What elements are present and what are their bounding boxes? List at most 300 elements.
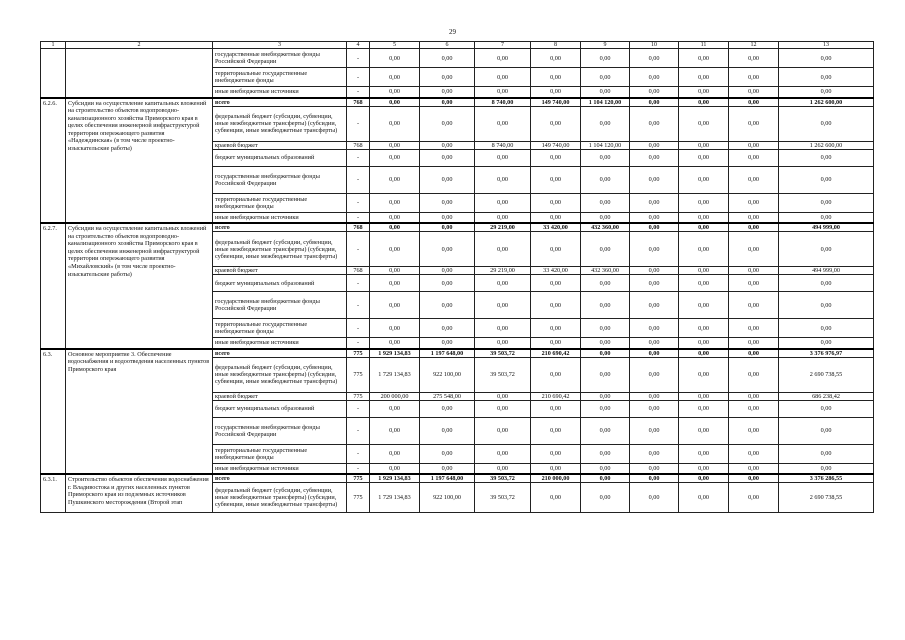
table-row (41, 474, 874, 483)
amount-cell: 0,00 (370, 98, 420, 107)
amount-cell: 0,00 (370, 417, 420, 444)
amount-cell: 0,00 (630, 141, 679, 149)
grbs-code: 768 (347, 98, 370, 107)
amount-cell: 0,00 (420, 193, 475, 212)
amount-cell: 922 100,00 (420, 483, 475, 513)
grbs-code: - (347, 87, 370, 98)
amount-cell: 0,00 (531, 193, 581, 212)
column-number: 3 (213, 42, 347, 49)
grbs-code: - (347, 49, 370, 68)
amount-cell: 0,00 (581, 166, 630, 193)
page-number: 29 (449, 28, 456, 36)
amount-cell: 149 740,00 (531, 98, 581, 107)
amount-cell: 0,00 (370, 267, 420, 275)
amount-cell: 0,00 (581, 400, 630, 417)
amount-cell: 39 503,72 (475, 483, 531, 513)
grbs-code: - (347, 417, 370, 444)
amount-cell: 0,00 (630, 338, 679, 349)
funding-source: государственные внебюджетные фонды Российской Федерации (213, 292, 347, 319)
amount-cell: 1 197 648,00 (420, 349, 475, 358)
amount-cell: 0,00 (779, 400, 874, 417)
amount-cell: 0,00 (370, 463, 420, 474)
amount-cell: 0,00 (420, 223, 475, 232)
measure-name: Субсидии на осуществление капитальных вложений на строительство объектов водопроводно-канализационного хозяйства Приморского края в целях обеспечения инженерной инфраструктурой территории опережающего развития «Надеждинская» (в том числе проектно-изыскательские работы) (66, 98, 213, 224)
column-number: 4 (347, 42, 370, 49)
amount-cell: 0,00 (779, 463, 874, 474)
amount-cell: 0,00 (729, 400, 779, 417)
measure-name (66, 49, 213, 98)
amount-cell: 0,00 (581, 275, 630, 292)
amount-cell: 0,00 (679, 98, 729, 107)
amount-cell: 0,00 (420, 98, 475, 107)
amount-cell: 0,00 (475, 417, 531, 444)
amount-cell: 0,00 (679, 193, 729, 212)
column-number: 13 (779, 42, 874, 49)
amount-cell: 0,00 (370, 319, 420, 338)
amount-cell: 0,00 (420, 166, 475, 193)
amount-cell: 0,00 (729, 267, 779, 275)
amount-cell: 0,00 (679, 417, 729, 444)
funding-source: федеральный бюджет (субсидии, субвенции, иные межбюджетные трансферты) (субсидии, субвенции, иные межбюджетные трансферты) (213, 357, 347, 392)
funding-source: бюджет муниципальных образований (213, 275, 347, 292)
amount-cell: 0,00 (729, 141, 779, 149)
amount-cell: 0,00 (729, 166, 779, 193)
funding-source: краевой бюджет (213, 267, 347, 275)
amount-cell: 0,00 (729, 357, 779, 392)
amount-cell: 0,00 (581, 349, 630, 358)
amount-cell: 0,00 (679, 166, 729, 193)
amount-cell: 210 690,42 (531, 349, 581, 358)
amount-cell: 0,00 (779, 166, 874, 193)
amount-cell: 0,00 (679, 141, 729, 149)
column-number: 7 (475, 42, 531, 49)
amount-cell: 0,00 (420, 267, 475, 275)
amount-cell: 0,00 (531, 338, 581, 349)
amount-cell: 0,00 (779, 149, 874, 166)
amount-cell: 0,00 (679, 319, 729, 338)
amount-cell: 0,00 (420, 400, 475, 417)
amount-cell: 0,00 (630, 275, 679, 292)
header-row (41, 42, 874, 49)
amount-cell: 0,00 (531, 232, 581, 267)
amount-cell: 0,00 (420, 149, 475, 166)
amount-cell: 0,00 (420, 292, 475, 319)
column-number: 11 (679, 42, 729, 49)
amount-cell: 0,00 (531, 49, 581, 68)
amount-cell: 0,00 (679, 232, 729, 267)
funding-source: территориальные государственные внебюджетные фонды (213, 319, 347, 338)
amount-cell: 275 548,00 (420, 392, 475, 400)
column-number: 2 (66, 42, 213, 49)
amount-cell: 0,00 (729, 68, 779, 87)
amount-cell: 0,00 (679, 349, 729, 358)
amount-cell: 0,00 (630, 106, 679, 141)
amount-cell: 0,00 (630, 417, 679, 444)
amount-cell: 0,00 (475, 319, 531, 338)
amount-cell: 0,00 (679, 106, 729, 141)
amount-cell: 0,00 (630, 319, 679, 338)
amount-cell: 0,00 (531, 463, 581, 474)
amount-cell: 0,00 (679, 444, 729, 463)
funding-source: всего (213, 474, 347, 483)
amount-cell: 0,00 (729, 212, 779, 223)
amount-cell: 1 729 134,83 (370, 357, 420, 392)
amount-cell: 0,00 (630, 349, 679, 358)
amount-cell: 0,00 (531, 444, 581, 463)
amount-cell: 0,00 (729, 392, 779, 400)
amount-cell: 0,00 (420, 444, 475, 463)
amount-cell: 0,00 (581, 474, 630, 483)
amount-cell: 0,00 (630, 232, 679, 267)
funding-source: краевой бюджет (213, 141, 347, 149)
amount-cell: 0,00 (581, 232, 630, 267)
amount-cell: 686 238,42 (779, 392, 874, 400)
column-number: 6 (420, 42, 475, 49)
funding-source: территориальные государственные внебюджетные фонды (213, 68, 347, 87)
grbs-code: - (347, 106, 370, 141)
amount-cell: 0,00 (370, 49, 420, 68)
amount-cell: 0,00 (420, 49, 475, 68)
amount-cell: 922 100,00 (420, 357, 475, 392)
column-number: 1 (41, 42, 66, 49)
table-row (41, 98, 874, 107)
measure-code: 6.3.1. (41, 474, 66, 513)
amount-cell: 0,00 (779, 232, 874, 267)
amount-cell: 0,00 (475, 68, 531, 87)
amount-cell: 0,00 (679, 474, 729, 483)
amount-cell: 0,00 (729, 463, 779, 474)
amount-cell: 0,00 (531, 149, 581, 166)
amount-cell: 0,00 (531, 319, 581, 338)
amount-cell: 0,00 (531, 87, 581, 98)
amount-cell: 0,00 (779, 338, 874, 349)
funding-source: всего (213, 98, 347, 107)
amount-cell: 0,00 (531, 106, 581, 141)
amount-cell: 0,00 (729, 193, 779, 212)
amount-cell: 39 503,72 (475, 474, 531, 483)
amount-cell: 0,00 (420, 141, 475, 149)
amount-cell: 0,00 (679, 357, 729, 392)
amount-cell: 0,00 (475, 444, 531, 463)
grbs-code: 768 (347, 267, 370, 275)
amount-cell: 0,00 (729, 223, 779, 232)
amount-cell: 0,00 (581, 463, 630, 474)
amount-cell: 0,00 (531, 166, 581, 193)
amount-cell: 0,00 (420, 463, 475, 474)
amount-cell: 0,00 (779, 275, 874, 292)
amount-cell: 29 219,00 (475, 223, 531, 232)
amount-cell: 0,00 (370, 275, 420, 292)
grbs-code: - (347, 292, 370, 319)
amount-cell: 0,00 (420, 68, 475, 87)
amount-cell: 0,00 (531, 417, 581, 444)
grbs-code: 768 (347, 141, 370, 149)
amount-cell: 1 104 120,00 (581, 98, 630, 107)
amount-cell: 0,00 (729, 417, 779, 444)
measure-code (41, 49, 66, 98)
funding-source: всего (213, 349, 347, 358)
funding-source: бюджет муниципальных образований (213, 149, 347, 166)
amount-cell: 0,00 (779, 68, 874, 87)
amount-cell: 0,00 (630, 223, 679, 232)
amount-cell: 0,00 (420, 319, 475, 338)
amount-cell: 1 262 600,00 (779, 98, 874, 107)
measure-code: 6.3. (41, 349, 66, 475)
amount-cell: 1 104 120,00 (581, 141, 630, 149)
amount-cell: 0,00 (420, 275, 475, 292)
amount-cell: 0,00 (729, 338, 779, 349)
amount-cell: 0,00 (475, 166, 531, 193)
amount-cell: 0,00 (630, 193, 679, 212)
amount-cell: 0,00 (729, 275, 779, 292)
amount-cell: 0,00 (630, 149, 679, 166)
amount-cell: 0,00 (581, 49, 630, 68)
amount-cell: 0,00 (630, 212, 679, 223)
grbs-code: 775 (347, 349, 370, 358)
amount-cell: 1 262 600,00 (779, 141, 874, 149)
funding-source: государственные внебюджетные фонды Российской Федерации (213, 49, 347, 68)
amount-cell: 0,00 (531, 212, 581, 223)
amount-cell: 0,00 (630, 49, 679, 68)
amount-cell: 0,00 (779, 444, 874, 463)
amount-cell: 0,00 (370, 106, 420, 141)
funding-source: краевой бюджет (213, 392, 347, 400)
amount-cell: 0,00 (630, 292, 679, 319)
amount-cell: 0,00 (531, 275, 581, 292)
amount-cell: 0,00 (729, 232, 779, 267)
amount-cell: 0,00 (370, 223, 420, 232)
amount-cell: 3 376 976,97 (779, 349, 874, 358)
amount-cell: 0,00 (729, 319, 779, 338)
grbs-code: 775 (347, 483, 370, 513)
amount-cell: 149 740,00 (531, 141, 581, 149)
measure-code: 6.2.7. (41, 223, 66, 349)
amount-cell: 8 740,00 (475, 98, 531, 107)
amount-cell: 0,00 (531, 68, 581, 87)
amount-cell: 0,00 (370, 444, 420, 463)
funding-source: иные внебюджетные источники (213, 87, 347, 98)
amount-cell: 39 503,72 (475, 357, 531, 392)
amount-cell: 2 690 738,55 (779, 483, 874, 513)
amount-cell: 39 503,72 (475, 349, 531, 358)
measure-name: Основное мероприятие 3. Обеспечение водоснабжения и водоотведения населенных пунктов Приморского края (66, 349, 213, 475)
amount-cell: 0,00 (370, 193, 420, 212)
column-number: 5 (370, 42, 420, 49)
grbs-code: 775 (347, 392, 370, 400)
measure-name: Строительство объектов обеспечения водоснабжения г. Владивостока и других населенных пунктов Приморского края из подземных источников Пушкинского месторождения (Второй этап (66, 474, 213, 513)
amount-cell: 0,00 (475, 106, 531, 141)
amount-cell: 0,00 (630, 98, 679, 107)
amount-cell: 0,00 (679, 223, 729, 232)
amount-cell: 29 219,00 (475, 267, 531, 275)
budget-table (40, 41, 874, 513)
funding-source: территориальные государственные внебюджетные фонды (213, 444, 347, 463)
amount-cell: 0,00 (729, 87, 779, 98)
amount-cell: 1 197 648,00 (420, 474, 475, 483)
amount-cell: 0,00 (729, 444, 779, 463)
amount-cell: 200 000,00 (370, 392, 420, 400)
grbs-code: - (347, 444, 370, 463)
amount-cell: 0,00 (581, 149, 630, 166)
amount-cell: 0,00 (581, 68, 630, 87)
grbs-code: - (347, 275, 370, 292)
amount-cell: 0,00 (475, 232, 531, 267)
grbs-code: - (347, 68, 370, 87)
amount-cell: 0,00 (581, 106, 630, 141)
table-row (41, 49, 874, 68)
amount-cell: 0,00 (630, 166, 679, 193)
amount-cell: 0,00 (679, 68, 729, 87)
measure-code: 6.2.6. (41, 98, 66, 224)
amount-cell: 0,00 (581, 483, 630, 513)
grbs-code: - (347, 463, 370, 474)
amount-cell: 0,00 (475, 463, 531, 474)
amount-cell: 0,00 (475, 292, 531, 319)
amount-cell: 0,00 (679, 338, 729, 349)
amount-cell: 0,00 (630, 267, 679, 275)
amount-cell: 494 999,00 (779, 267, 874, 275)
amount-cell: 494 999,00 (779, 223, 874, 232)
amount-cell: 0,00 (679, 392, 729, 400)
amount-cell: 0,00 (630, 400, 679, 417)
amount-cell: 0,00 (729, 349, 779, 358)
grbs-code: 768 (347, 223, 370, 232)
column-number: 10 (630, 42, 679, 49)
amount-cell: 0,00 (370, 338, 420, 349)
amount-cell: 0,00 (475, 338, 531, 349)
amount-cell: 0,00 (679, 400, 729, 417)
funding-source: иные внебюджетные источники (213, 338, 347, 349)
grbs-code: - (347, 319, 370, 338)
amount-cell: 0,00 (581, 357, 630, 392)
amount-cell: 0,00 (581, 212, 630, 223)
amount-cell: 0,00 (630, 483, 679, 513)
grbs-code: - (347, 232, 370, 267)
amount-cell: 0,00 (370, 400, 420, 417)
amount-cell: 0,00 (370, 149, 420, 166)
amount-cell: 0,00 (679, 483, 729, 513)
amount-cell: 0,00 (630, 392, 679, 400)
funding-source: бюджет муниципальных образований (213, 400, 347, 417)
amount-cell: 0,00 (779, 417, 874, 444)
amount-cell: 0,00 (420, 338, 475, 349)
amount-cell: 0,00 (630, 474, 679, 483)
amount-cell: 0,00 (531, 483, 581, 513)
grbs-code: - (347, 166, 370, 193)
amount-cell: 210 690,42 (531, 392, 581, 400)
grbs-code: - (347, 338, 370, 349)
amount-cell: 0,00 (630, 357, 679, 392)
amount-cell: 0,00 (581, 338, 630, 349)
table-row (41, 349, 874, 358)
amount-cell: 33 420,00 (531, 267, 581, 275)
amount-cell: 0,00 (679, 267, 729, 275)
funding-source: всего (213, 223, 347, 232)
amount-cell: 432 360,00 (581, 223, 630, 232)
grbs-code: - (347, 149, 370, 166)
funding-source: федеральный бюджет (субсидии, субвенции, иные межбюджетные трансферты) (субсидии, субвенции, иные межбюджетные трансферты) (213, 106, 347, 141)
amount-cell: 0,00 (630, 87, 679, 98)
grbs-code: 775 (347, 474, 370, 483)
column-number: 8 (531, 42, 581, 49)
amount-cell: 0,00 (779, 319, 874, 338)
funding-source: иные внебюджетные источники (213, 212, 347, 223)
table-row (41, 223, 874, 232)
amount-cell: 0,00 (531, 400, 581, 417)
amount-cell: 0,00 (630, 463, 679, 474)
amount-cell: 0,00 (630, 444, 679, 463)
amount-cell: 0,00 (679, 149, 729, 166)
amount-cell: 0,00 (679, 292, 729, 319)
amount-cell: 0,00 (779, 212, 874, 223)
grbs-code: 775 (347, 357, 370, 392)
amount-cell: 0,00 (475, 212, 531, 223)
amount-cell: 0,00 (581, 193, 630, 212)
funding-source: государственные внебюджетные фонды Российской Федерации (213, 417, 347, 444)
amount-cell: 0,00 (679, 463, 729, 474)
funding-source: территориальные государственные внебюджетные фонды (213, 193, 347, 212)
amount-cell: 0,00 (581, 319, 630, 338)
amount-cell: 0,00 (531, 292, 581, 319)
amount-cell: 0,00 (420, 232, 475, 267)
amount-cell: 0,00 (779, 106, 874, 141)
amount-cell: 33 420,00 (531, 223, 581, 232)
amount-cell: 0,00 (370, 232, 420, 267)
amount-cell: 0,00 (475, 49, 531, 68)
amount-cell: 432 360,00 (581, 267, 630, 275)
amount-cell: 0,00 (475, 149, 531, 166)
amount-cell: 0,00 (581, 444, 630, 463)
amount-cell: 0,00 (779, 87, 874, 98)
amount-cell: 0,00 (679, 275, 729, 292)
amount-cell: 3 376 286,55 (779, 474, 874, 483)
amount-cell: 0,00 (581, 87, 630, 98)
amount-cell: 0,00 (420, 106, 475, 141)
amount-cell: 0,00 (679, 212, 729, 223)
amount-cell: 0,00 (729, 49, 779, 68)
column-number: 9 (581, 42, 630, 49)
amount-cell: 0,00 (729, 98, 779, 107)
grbs-code: - (347, 212, 370, 223)
grbs-code: - (347, 193, 370, 212)
amount-cell: 1 929 134,83 (370, 349, 420, 358)
amount-cell: 0,00 (420, 87, 475, 98)
amount-cell: 0,00 (779, 49, 874, 68)
amount-cell: 0,00 (370, 141, 420, 149)
funding-source: государственные внебюджетные фонды Российской Федерации (213, 166, 347, 193)
amount-cell: 0,00 (581, 392, 630, 400)
funding-source: федеральный бюджет (субсидии, субвенции, иные межбюджетные трансферты) (субсидии, субвенции, иные межбюджетные трансферты) (213, 483, 347, 513)
amount-cell: 0,00 (581, 417, 630, 444)
amount-cell: 0,00 (729, 149, 779, 166)
amount-cell: 0,00 (370, 212, 420, 223)
amount-cell: 0,00 (475, 87, 531, 98)
column-number: 12 (729, 42, 779, 49)
amount-cell: 0,00 (420, 212, 475, 223)
amount-cell: 0,00 (370, 166, 420, 193)
amount-cell: 0,00 (779, 193, 874, 212)
amount-cell: 0,00 (475, 193, 531, 212)
amount-cell: 0,00 (630, 68, 679, 87)
amount-cell: 0,00 (679, 49, 729, 68)
amount-cell: 0,00 (679, 87, 729, 98)
amount-cell: 0,00 (581, 292, 630, 319)
amount-cell: 0,00 (475, 392, 531, 400)
amount-cell: 0,00 (475, 275, 531, 292)
amount-cell: 2 690 738,55 (779, 357, 874, 392)
amount-cell: 0,00 (729, 474, 779, 483)
amount-cell: 0,00 (475, 400, 531, 417)
